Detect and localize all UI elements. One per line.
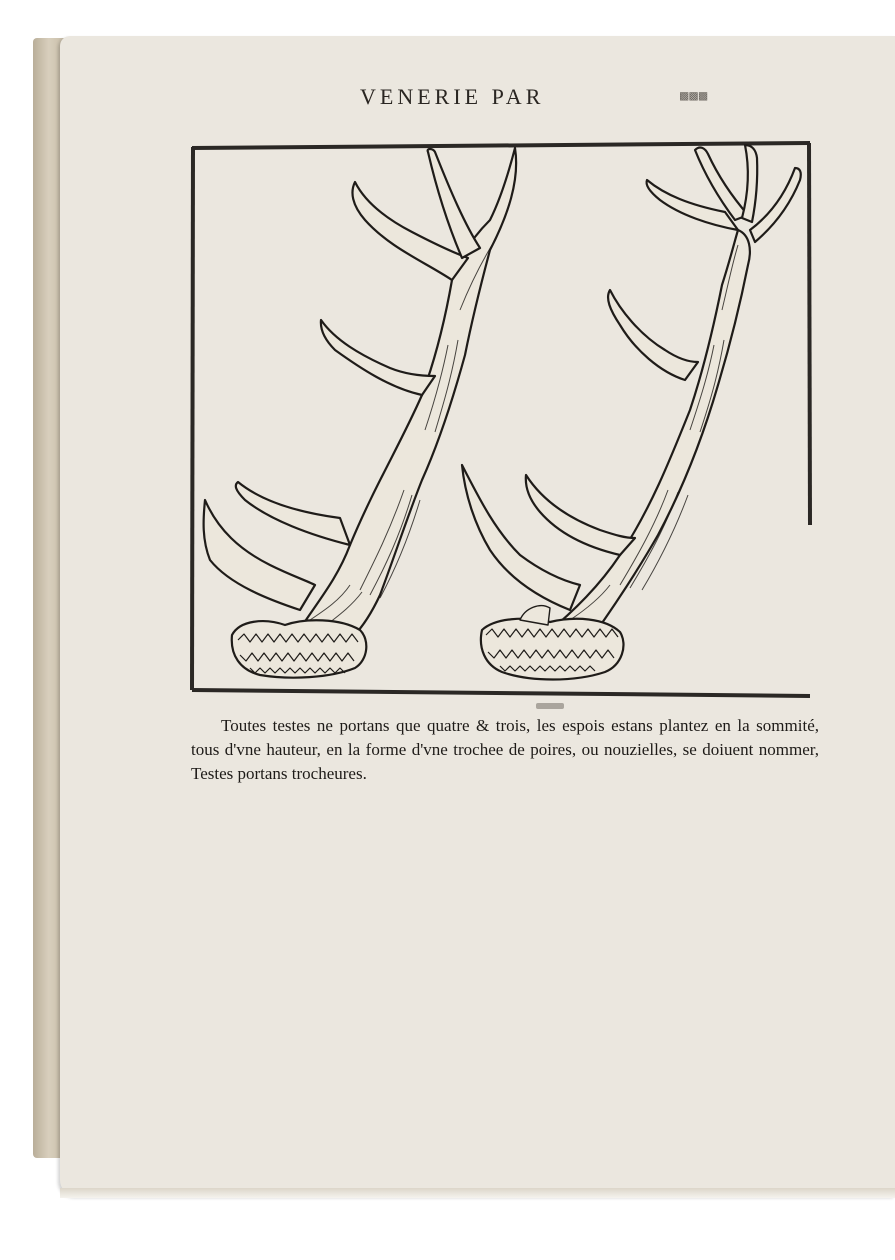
running-head: VENERIE PAR	[360, 84, 545, 109]
right-antler-icon	[462, 145, 801, 680]
left-antler-icon	[204, 148, 517, 678]
page-number-smudge: ▩▩▩	[680, 88, 709, 104]
woodcut-illustration	[190, 140, 815, 700]
page-bottom-edge	[60, 1188, 895, 1198]
signature-mark	[536, 703, 564, 709]
body-paragraph: Toutes testes ne portans que quatre & trois, les espois estans plantez en la sommité, tous d'vne hauteur, en la forme d'vne trochee de poires, ou nouzielles, se doiuent nommer, Testes portans trocheures.	[191, 716, 819, 783]
